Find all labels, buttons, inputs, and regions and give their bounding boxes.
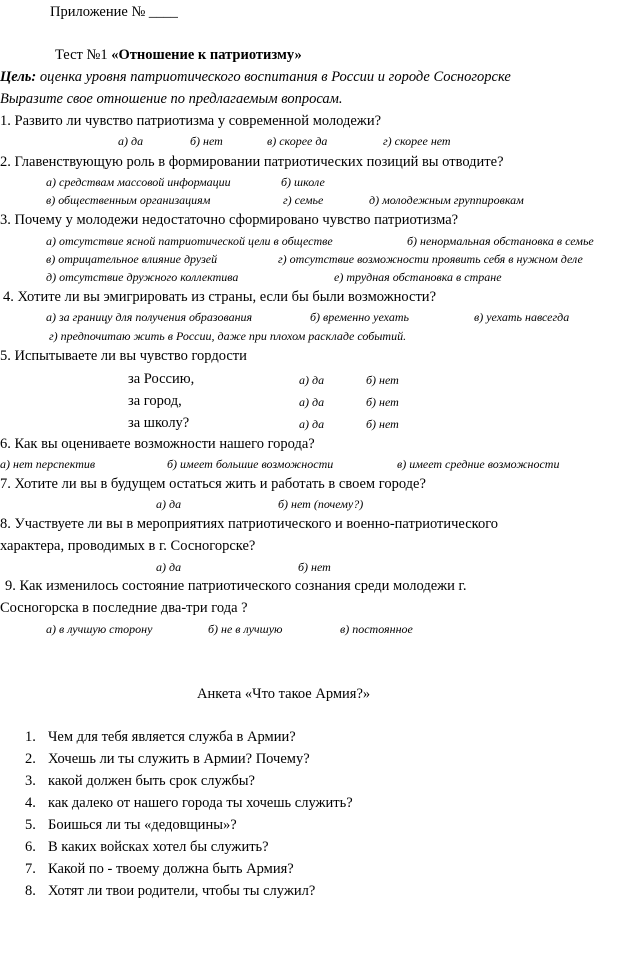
q7-option-a: а) да	[156, 497, 182, 511]
q5-row-no: б) нет	[366, 373, 399, 387]
q2-option-e: д) молодежным группировкам	[369, 193, 524, 207]
q3-option-b: б) ненормальная обстановка в семье	[407, 234, 594, 248]
q8-option-b: б) нет	[298, 560, 331, 574]
test-heading	[55, 48, 302, 63]
q5-row-yes: а) да	[299, 417, 325, 431]
survey-item: Какой по - твоему должна быть Армия?	[48, 861, 294, 877]
question-9: 9. Как изменилось состояние патриотического сознания среди молодежи г.	[5, 578, 467, 594]
q5-row-no: б) нет	[366, 417, 399, 431]
instruction: Выразите свое отношение по предлагаемым вопросам.	[0, 91, 343, 107]
survey-item-number: 2.	[25, 751, 36, 767]
test-title: «Отношение к патриотизму»	[111, 47, 302, 63]
survey-item: Хочешь ли ты служить в Армии? Почему?	[48, 751, 310, 767]
survey-item: какой должен быть срок службы?	[48, 773, 255, 789]
survey-item: В каких войсках хотел бы служить?	[48, 839, 269, 855]
survey-item-number: 3.	[25, 773, 36, 789]
test-number: Тест №1	[55, 47, 108, 63]
q3-option-d: г) отсутствие возможности проявить себя в нужном деле	[278, 252, 583, 266]
question-3: 3. Почему у молодежи недостаточно сформировано чувство патриотизма?	[0, 212, 459, 228]
question-8: 8. Участвуете ли вы в мероприятиях патриотического и военно-патриотического	[0, 516, 499, 532]
survey-item-number: 8.	[25, 883, 36, 899]
q1-option-c: в) скорее да	[267, 134, 328, 148]
question-6: 6. Как вы оцениваете возможности нашего города?	[0, 436, 315, 452]
q2-option-a: а) средствам массовой информации	[46, 175, 231, 189]
survey-item-number: 4.	[25, 795, 36, 811]
q6-option-b: б) имеет большие возможности	[167, 457, 334, 471]
q5-row-label: за город,	[128, 393, 182, 409]
goal-text: оценка уровня патриотического воспитания в России и городе Сосногорске	[39, 69, 511, 85]
q1-option-a: а) да	[118, 134, 144, 148]
q9-option-a: а) в лучшую сторону	[46, 622, 153, 636]
q4-option-c: в) уехать навсегда	[474, 310, 570, 324]
question-5: 5. Испытываете ли вы чувство гордости	[0, 348, 247, 364]
question-1: 1. Развито ли чувство патриотизма у современной молодежи?	[0, 113, 382, 129]
survey-item-number: 7.	[25, 861, 36, 877]
survey-item-number: 1.	[25, 729, 36, 745]
q1-option-b: б) нет	[190, 134, 223, 148]
goal-line	[0, 70, 511, 85]
q2-option-b: б) школе	[281, 175, 325, 189]
q3-option-a: а) отсутствие ясной патриотической цели в обществе	[46, 234, 333, 248]
q3-option-f: е) трудная обстановка в стране	[334, 270, 502, 284]
question-9-cont: Сосногорска в последние два-три года ?	[0, 600, 248, 616]
survey-item-number: 5.	[25, 817, 36, 833]
q4-option-a: а) за границу для получения образования	[46, 310, 253, 324]
q5-row-yes: а) да	[299, 395, 325, 409]
q5-row-no: б) нет	[366, 395, 399, 409]
survey-item: Боишься ли ты «дедовщины»?	[48, 817, 237, 833]
q5-row-label: за школу?	[128, 415, 190, 431]
q4-option-d: г) предпочитаю жить в России, даже при плохом раскладе событий.	[49, 329, 407, 343]
q5-row-label: за Россию,	[128, 371, 195, 387]
q8-option-a: а) да	[156, 560, 182, 574]
q2-option-c: в) общественным организациям	[46, 193, 211, 207]
q9-option-c: в) постоянное	[340, 622, 413, 636]
survey-item: Чем для тебя является служба в Армии?	[48, 729, 296, 745]
q3-option-c: в) отрицательное влияние друзей	[46, 252, 218, 266]
survey-item-number: 6.	[25, 839, 36, 855]
question-8-cont: характера, проводимых в г. Сосногорске?	[0, 538, 256, 554]
q1-option-d: г) скорее нет	[383, 134, 451, 148]
q3-option-e: д) отсутствие дружного коллектива	[46, 270, 239, 284]
q7-option-b: б) нет (почему?)	[278, 497, 364, 511]
question-4: 4. Хотите ли вы эмигрировать из страны, если бы были возможности?	[3, 289, 437, 305]
goal-label: Цель:	[0, 69, 37, 85]
appendix-label: Приложение № ____	[50, 4, 178, 20]
q2-option-d: г) семье	[283, 193, 324, 207]
question-2: 2. Главенствующую роль в формировании патриотических позиций вы отводите?	[0, 154, 504, 170]
question-7: 7. Хотите ли вы в будущем остаться жить и работать в своем городе?	[0, 476, 426, 492]
q6-option-a: а) нет перспектив	[0, 457, 96, 471]
q5-row-yes: а) да	[299, 373, 325, 387]
q4-option-b: б) временно уехать	[310, 310, 409, 324]
q9-option-b: б) не в лучшую	[208, 622, 283, 636]
q6-option-c: в) имеет средние возможности	[397, 457, 560, 471]
survey-item: Хотят ли твои родители, чтобы ты служил?	[48, 883, 316, 899]
survey-item: как далеко от нашего города ты хочешь служить?	[48, 795, 353, 811]
survey-title: Анкета «Что такое Армия?»	[197, 686, 371, 702]
